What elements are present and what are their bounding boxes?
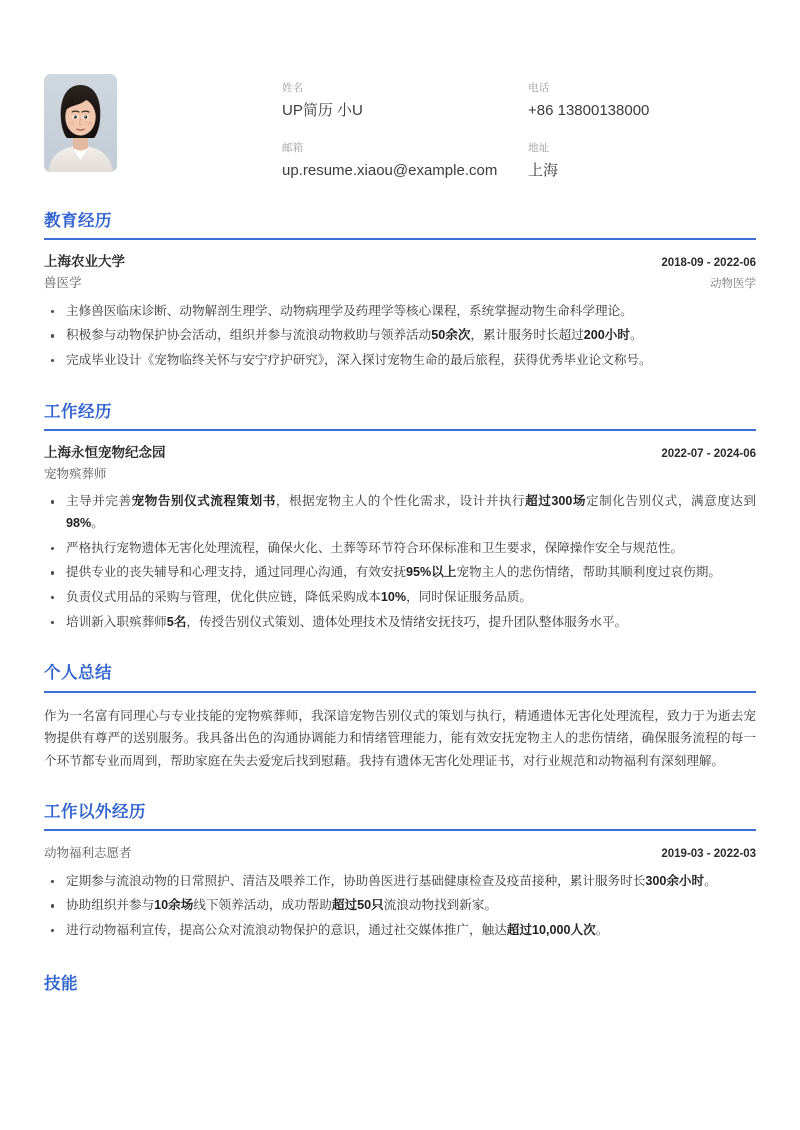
section-summary-title: 个人总结 [44, 664, 112, 683]
section-work-experience [44, 402, 756, 634]
section-skills [44, 974, 756, 1001]
education-entry [44, 252, 756, 372]
education-entry-sub [44, 273, 756, 293]
work-entry-sub [44, 464, 756, 484]
education-bullets [44, 301, 756, 372]
work-entry-head [44, 443, 756, 463]
extracurricular-date: 2019-03 - 2022-03 [661, 848, 756, 861]
section-divider [44, 829, 756, 831]
avatar [44, 74, 117, 172]
education-degree: 兽医学 [44, 276, 82, 291]
contact-fields [282, 74, 756, 181]
section-divider [44, 429, 756, 431]
work-position: 宠物殡葬师 [44, 467, 107, 482]
education-entry-head [44, 252, 756, 272]
work-date: 2022-07 - 2024-06 [661, 448, 756, 461]
field-phone-label: 电话 [528, 82, 550, 94]
list-item: 积极参与动物保护协会活动，组织并参与流浪动物救助与领养活动50余次，累计服务时长超过200小时。 [44, 325, 756, 347]
section-work-title: 工作经历 [44, 402, 112, 421]
section-education [44, 211, 756, 372]
section-divider [44, 238, 756, 240]
section-extracurricular-title: 工作以外经历 [44, 803, 146, 822]
field-phone-value: +86 13800138000 [528, 101, 650, 119]
field-address-label: 地址 [528, 142, 550, 155]
section-extracurricular [44, 802, 756, 942]
field-phone [528, 82, 756, 120]
list-item: 负责仪式用品的采购与管理，优化供应链，降低采购成本10%，同时保证服务品质。 [44, 587, 756, 609]
list-item: 定期参与流浪动物的日常照护、清洁及喂养工作，协助兽医进行基础健康检查及疫苗接种，累计服务时长300余小时。 [44, 871, 756, 893]
field-email-label: 邮箱 [282, 142, 304, 155]
extracurricular-entry-head [44, 843, 756, 863]
list-item: 进行动物福利宣传，提高公众对流浪动物保护的意识，通过社交媒体推广，触达超过10,000人次。 [44, 920, 756, 942]
field-email-value: up.resume.xiaou@example.com [282, 161, 498, 179]
resume-header [44, 0, 756, 181]
section-education-title: 教育经历 [44, 211, 112, 230]
field-email [282, 142, 528, 180]
work-company: 上海永恒宠物纪念园 [44, 445, 166, 461]
education-major: 动物医学 [710, 278, 756, 291]
extracurricular-role: 动物福利志愿者 [44, 846, 132, 861]
field-address-value: 上海 [528, 161, 559, 179]
field-name [282, 82, 528, 120]
field-name-value: UP简历 小U [282, 101, 363, 119]
list-item: 完成毕业设计《宠物临终关怀与安宁疗护研究》，深入探讨宠物生命的最后旅程，获得优秀毕业论文称号。 [44, 350, 756, 372]
work-entry [44, 443, 756, 633]
field-name-label: 姓名 [282, 82, 304, 94]
list-item: 主修兽医临床诊断、动物解剖生理学、动物病理学及药理学等核心课程，系统掌握动物生命科学理论。 [44, 301, 756, 323]
education-school: 上海农业大学 [44, 254, 125, 270]
section-skills-title: 技能 [44, 974, 78, 993]
education-date: 2018-09 - 2022-06 [661, 257, 756, 270]
work-bullets [44, 491, 756, 633]
list-item: 培训新入职殡葬师5名，传授告别仪式策划、遗体处理技术及情绪安抚技巧，提升团队整体服务水平。 [44, 612, 756, 634]
profile-photo-illustration [44, 74, 117, 172]
field-address [528, 142, 756, 180]
summary-paragraph: 作为一名富有同理心与专业技能的宠物殡葬师，我深谙宠物告别仪式的策划与执行，精通遗体无害化处理流程，致力于为逝去宠物提供有尊严的送别服务。我具备出色的沟通协调能力和情绪管理能力，能有效安抚宠物主人的悲伤情绪，确保服务流程的每一个环节都专业而周到，帮助家庭在失去爱宠后找到慰藉。我持有遗体无害化处理证书，对行业规范和动物福利有深刻理解。 [44, 708, 756, 768]
list-item: 协助组织并参与10余场线下领养活动，成功帮助超过50只流浪动物找到新家。 [44, 895, 756, 917]
section-divider [44, 691, 756, 693]
extracurricular-entry [44, 843, 756, 941]
extracurricular-bullets [44, 871, 756, 942]
list-item: 主导并完善宠物告别仪式流程策划书，根据宠物主人的个性化需求，设计并执行超过300场定制化告别仪式，满意度达到98%。 [44, 491, 756, 534]
section-personal-summary [44, 663, 756, 772]
list-item: 严格执行宠物遗体无害化处理流程，确保火化、土葬等环节符合环保标准和卫生要求，保障操作安全与规范性。 [44, 538, 756, 560]
list-item: 提供专业的丧失辅导和心理支持，通过同理心沟通，有效安抚95%以上宠物主人的悲伤情绪，帮助其顺利度过哀伤期。 [44, 562, 756, 584]
